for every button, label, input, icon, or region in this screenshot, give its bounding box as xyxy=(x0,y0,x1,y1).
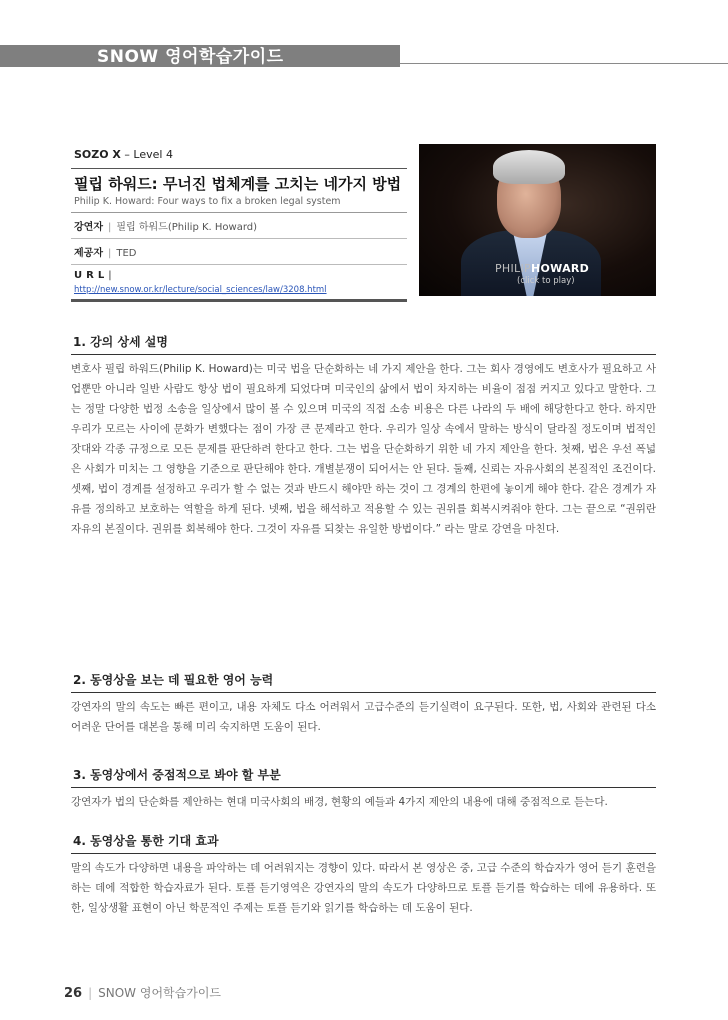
video-speaker-name xyxy=(495,262,589,275)
level-line xyxy=(71,148,407,169)
video-thumbnail[interactable] xyxy=(419,144,656,296)
separator: | xyxy=(108,270,112,281)
lecture-info xyxy=(71,148,407,302)
section-heading: 1. 강의 상세 설명 xyxy=(71,333,656,355)
speaker-row xyxy=(71,213,407,239)
page-footer xyxy=(64,984,221,1001)
url-row xyxy=(71,265,407,302)
speaker-key: 강연자 xyxy=(74,222,103,233)
section-paragraph: 변호사 필립 하워드(Philip K. Howard)는 미국 법을 단순화하는 네 가지 제안을 한다. 그는 회사 경영에도 변호사가 필요하고 사업뿐만 아니라 일반 사람도 항상 법이 필요하게 되었다며 미국인의 삶에서 법이 차지하는 비율이 점점 커지고 있다고 말한다. 그는 정말 다양한 법정 소송을 일상에서 많이 볼 수 있으며 미국의 직접 소송 비용은 다른 나라의 두 배에 해당한다고 한다. 하지만 우리가 모르는 사이에 문화가 변했다는 점이 가장 큰 문제라고 한다. 우리가 일상 속에서 말하는 방식이 달라질 정도이며 법적인 잣대와 각종 규정으로 모든 문제를 판단하려 한다고 한다. 그는 법을 단순화하기 위한 네 가지 제안을 한다. 첫째, 법은 우선 폭넓은 사회가 미치는 그 영향을 기준으로 판단해야 한다. 개별분쟁이 되어서는 안 된다. 둘째, 신뢰는 자유사회의 본질적인 조건이다. 셋째, 법이 경계를 설정하고 우리가 할 수 없는 것과 반드시 해야만 하는 것이 그 경계의 한편에 놓이게 해야 한다. 같은 경계가 자유를 정의하고 보호하는 역할을 하게 된다. 넷째, 법을 해석하고 적용할 수 있는 권위를 회복시켜줘야 한다. 그는 끝으로 “권위란 자유의 본질이다. 권위를 회복해야 한다. 그것이 자유를 되찾는 유일한 방법이다.” 라는 말로 강연을 마친다. xyxy=(71,363,656,535)
provider-row xyxy=(71,239,407,265)
provider-value: TED xyxy=(116,248,137,259)
section-paragraph: 강연자의 말의 속도는 빠른 편이고, 내용 자체도 다소 어려워서 고급수준의 듣기실력이 요구된다. 또한, 법, 사회와 관련된 다소 어려운 단어를 대본을 통해 미리 숙지하면 도움이 된다. xyxy=(71,701,656,733)
footer-separator: | xyxy=(88,986,93,1000)
url-key: URL xyxy=(74,270,109,281)
provider-key: 제공자 xyxy=(74,248,103,259)
section-paragraph: 강연자가 법의 단순화를 제안하는 현대 미국사회의 배경, 현황의 예들과 4가지 제안의 내용에 대해 중점적으로 듣는다. xyxy=(71,796,608,808)
level-label: – Level 4 xyxy=(120,148,173,161)
section-effects xyxy=(71,832,656,918)
page-number: 26 xyxy=(64,986,83,1001)
lecture-url-link[interactable]: http://new.snow.or.kr/lecture/social_sciences/law/3208.html xyxy=(74,285,327,295)
name-last: HOWARD xyxy=(530,262,590,275)
play-hint: (click to play) xyxy=(517,276,575,286)
section-focus xyxy=(71,766,656,812)
speaker-hair xyxy=(493,150,565,184)
lecture-subtitle: Philip K. Howard: Four ways to fix a broken legal system xyxy=(71,196,407,213)
footer-guide-name: SNOW 영어학습가이드 xyxy=(98,986,222,1000)
header-rule xyxy=(400,63,728,64)
section-english-skill xyxy=(71,671,656,737)
speaker-value: 필립 하워드(Philip K. Howard) xyxy=(116,222,258,233)
separator: | xyxy=(107,222,112,233)
lecture-title: 필립 하워드: 무너진 법체계를 고치는 네가지 방법 xyxy=(74,175,402,193)
section-heading: 4. 동영상을 통한 기대 효과 xyxy=(71,832,656,854)
section-heading: 3. 동영상에서 중점적으로 봐야 할 부분 xyxy=(71,766,656,788)
separator: | xyxy=(107,248,112,259)
name-first: PHILIP xyxy=(495,262,531,275)
series-label: SOZO X xyxy=(74,148,121,161)
section-paragraph: 말의 속도가 다양하면 내용을 파악하는 데 어려워지는 경향이 있다. 따라서 본 영상은 중, 고급 수준의 학습자가 영어 듣기 훈련을 하는 데에 적합한 학습자료가 된다. 토플 듣기영역은 강연자의 말의 속도가 다양하므로 토플 듣기를 학습하는 데에 유용하다. 또한, 일상생활 표현이 아닌 학문적인 주제는 토플 듣기와 읽기를 학습하는 데 도움이 된다. xyxy=(71,862,656,914)
section-detail xyxy=(71,333,656,539)
header-title: SNOW 영어학습가이드 xyxy=(97,47,284,67)
section-heading: 2. 동영상을 보는 데 필요한 영어 능력 xyxy=(71,671,656,693)
